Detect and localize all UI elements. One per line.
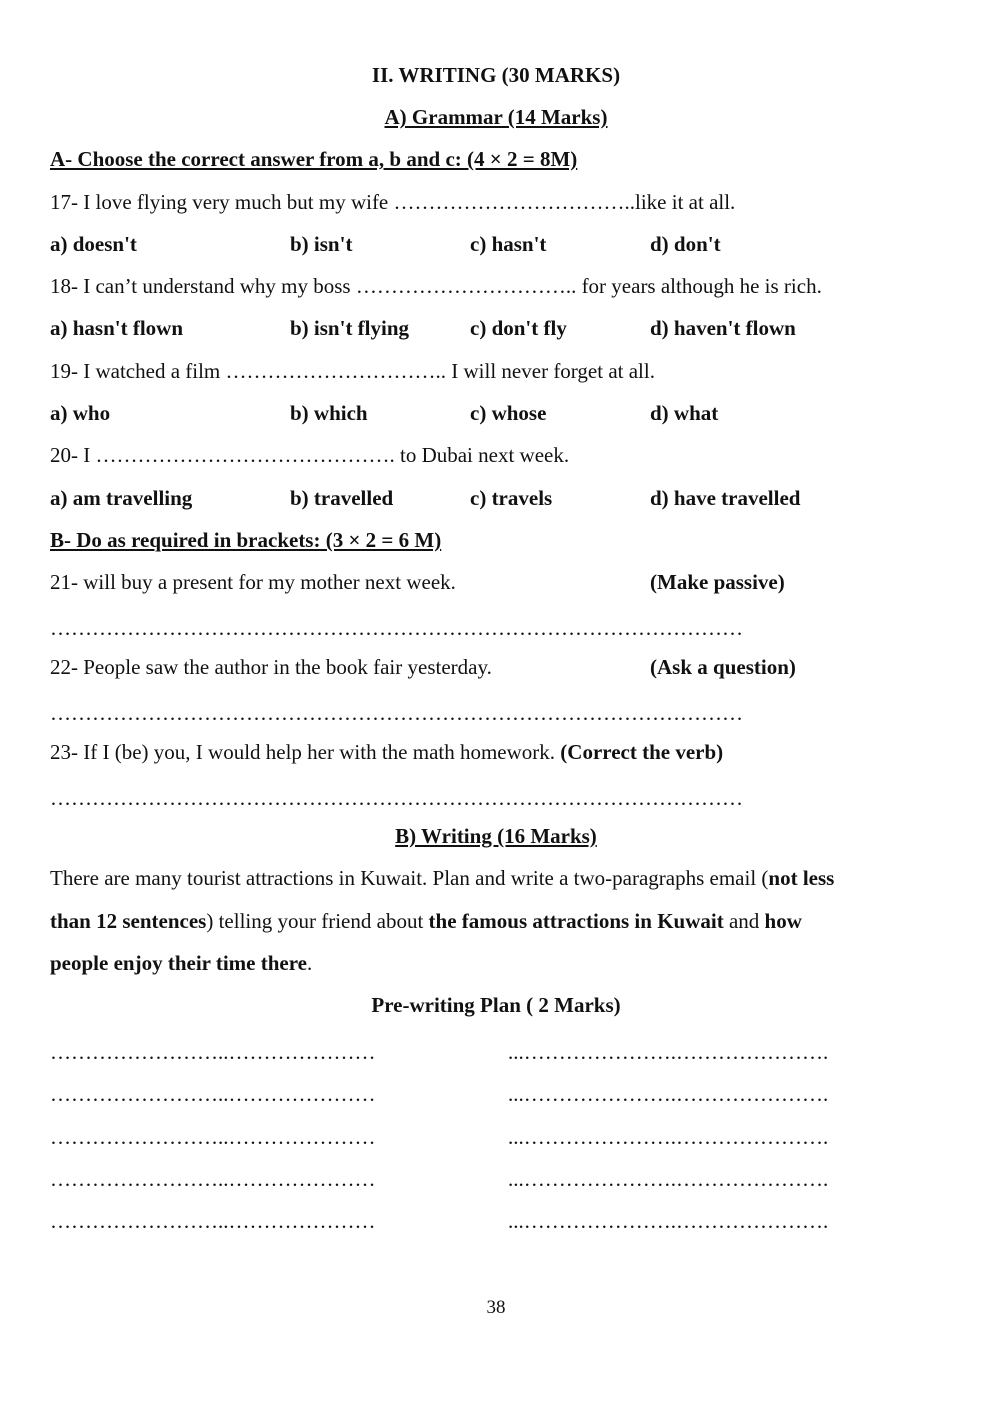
writing-prompt-line-1 [50, 865, 834, 891]
q18-option-b: b) isn't flying [290, 316, 410, 340]
plan-right-line: ...………………….…………………. [508, 1040, 829, 1064]
prompt-text-1: There are many tourist attractions in Kuwait. Plan and write a two-paragraphs email ( [50, 866, 769, 890]
prompt-bold-4: how [764, 909, 802, 933]
plan-right-line: ...………………….…………………. [508, 1209, 829, 1233]
q19-option-a: a) who [50, 401, 111, 425]
plan-left-line: ……………………..………………… [50, 1082, 376, 1106]
plan-right-line: ...………………….…………………. [508, 1082, 829, 1106]
question-17: 17- I love flying very much but my wife ……………………………..like it at all. [50, 190, 736, 214]
writing-title-text: B) Writing (16 Marks) [395, 824, 597, 848]
prompt-bold-5: people enjoy their time there [50, 951, 307, 975]
q20-option-d: d) have travelled [650, 486, 801, 510]
question-20: 20- I ……………………………………. to Dubai next week. [50, 443, 570, 467]
prompt-bold-3: the famous attractions in Kuwait [428, 909, 724, 933]
q18-option-d: d) haven't flown [650, 316, 796, 340]
writing-title [0, 823, 992, 849]
plan-right-line: ...………………….…………………. [508, 1125, 829, 1149]
question-23 [50, 739, 723, 765]
writing-prompt-line-2 [50, 908, 802, 934]
prompt-bold-2: than 12 sentences [50, 909, 207, 933]
q23-instruction: (Correct the verb) [560, 740, 724, 764]
prompt-text-2: ) telling your friend about [206, 909, 429, 933]
section-title: II. WRITING (30 MARKS) [371, 63, 621, 87]
q21-answer-line: ……………………………………………………………………………………… [50, 616, 743, 640]
plan-title: Pre-writing Plan ( 2 Marks) [371, 993, 621, 1017]
q17-option-c: c) hasn't [470, 232, 547, 256]
q22-answer-line: ……………………………………………………………………………………… [50, 701, 743, 725]
q19-option-c: c) whose [470, 401, 547, 425]
q22-instruction: (Ask a question) [650, 655, 796, 679]
q18-option-c: c) don't fly [470, 316, 567, 340]
q19-option-b: b) which [290, 401, 368, 425]
q19-option-d: d) what [650, 401, 719, 425]
q23-text: 23- If I (be) you, I would help her with the math homework. [50, 740, 561, 764]
q18-option-a: a) hasn't flown [50, 316, 184, 340]
q17-option-a: a) doesn't [50, 232, 137, 256]
prompt-bold-1: not less [768, 866, 835, 890]
q17-option-b: b) isn't [290, 232, 353, 256]
q20-option-b: b) travelled [290, 486, 394, 510]
question-22: 22- People saw the author in the book fair yesterday. [50, 655, 492, 679]
q21-instruction: (Make passive) [650, 570, 785, 594]
plan-right-line: ...………………….…………………. [508, 1167, 829, 1191]
question-19: 19- I watched a film ………………………….. I will never forget at all. [50, 359, 655, 383]
q23-answer-line: ……………………………………………………………………………………… [50, 786, 743, 810]
q20-option-c: c) travels [470, 486, 553, 510]
question-21: 21- will buy a present for my mother next week. [50, 570, 456, 594]
question-18: 18- I can’t understand why my boss ………………………….. for years although he is rich. [50, 274, 822, 298]
plan-left-line: ……………………..………………… [50, 1167, 376, 1191]
part-b-heading: B- Do as required in brackets: (3 × 2 = 6 M) [50, 528, 442, 552]
plan-left-line: ……………………..………………… [50, 1125, 376, 1149]
prompt-text-4: . [307, 951, 313, 975]
part-a-heading: A- Choose the correct answer from a, b and c: (4 × 2 = 8M) [50, 147, 578, 171]
grammar-title [0, 104, 992, 130]
q17-option-d: d) don't [650, 232, 721, 256]
q20-option-a: a) am travelling [50, 486, 193, 510]
grammar-title-text: A) Grammar (14 Marks) [384, 105, 608, 129]
plan-left-line: ……………………..………………… [50, 1040, 376, 1064]
plan-left-line: ……………………..………………… [50, 1209, 376, 1233]
page-number: 38 [486, 1297, 506, 1318]
prompt-text-3: and [723, 909, 765, 933]
writing-prompt-line-3 [50, 950, 312, 976]
